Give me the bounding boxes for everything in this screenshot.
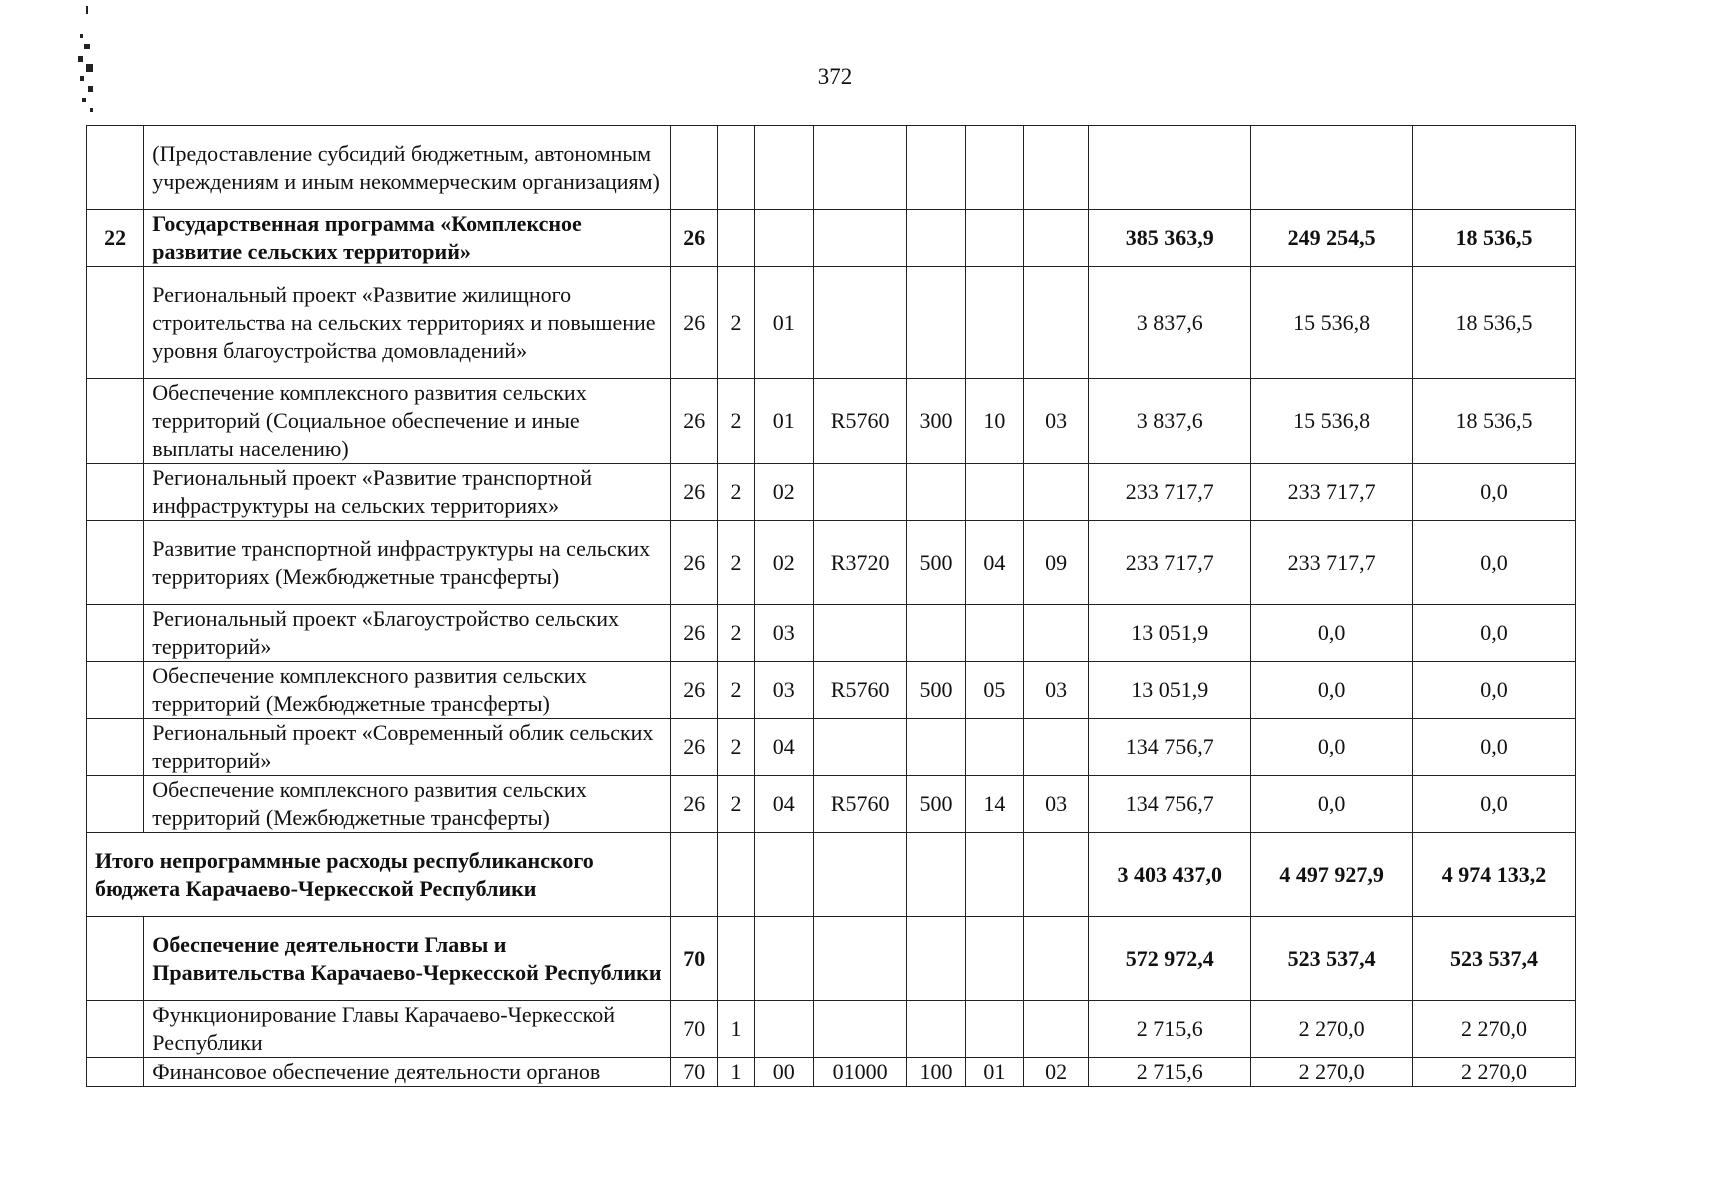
code-cell xyxy=(907,267,965,379)
code-cell: 01 xyxy=(754,379,813,464)
page-number: 372 xyxy=(817,64,853,89)
amount-cell: 15 536,8 xyxy=(1251,379,1413,464)
amount-cell: 2 715,6 xyxy=(1089,1058,1251,1087)
code-cell: 500 xyxy=(907,662,965,719)
code-cell: 03 xyxy=(1024,379,1089,464)
code-cell xyxy=(965,719,1023,776)
code-cell xyxy=(907,719,965,776)
row-name: Финансовое обеспечение деятельности органов xyxy=(144,1058,671,1087)
code-cell xyxy=(813,126,907,210)
code-cell xyxy=(1024,1001,1089,1058)
code-cell xyxy=(907,917,965,1001)
code-cell xyxy=(718,917,754,1001)
amount-cell xyxy=(1413,126,1576,210)
row-number xyxy=(87,521,144,605)
amount-cell: 2 270,0 xyxy=(1413,1001,1576,1058)
code-cell xyxy=(1024,605,1089,662)
code-cell: 2 xyxy=(718,267,754,379)
table-body xyxy=(87,126,1576,1087)
code-cell xyxy=(907,464,965,521)
code-cell xyxy=(813,1001,907,1058)
code-cell xyxy=(907,605,965,662)
code-cell: 10 xyxy=(965,379,1023,464)
amount-cell: 0,0 xyxy=(1251,662,1413,719)
row-number xyxy=(87,776,144,833)
amount-cell: 233 717,7 xyxy=(1251,464,1413,521)
code-cell xyxy=(671,126,718,210)
code-cell xyxy=(718,126,754,210)
table-row xyxy=(87,662,1576,719)
code-cell xyxy=(965,605,1023,662)
code-cell: 03 xyxy=(1024,662,1089,719)
code-cell xyxy=(813,210,907,267)
row-number xyxy=(87,379,144,464)
code-cell xyxy=(754,1001,813,1058)
code-cell xyxy=(754,917,813,1001)
code-cell xyxy=(671,833,718,917)
row-number xyxy=(87,917,144,1001)
code-cell xyxy=(907,126,965,210)
code-cell: R5760 xyxy=(813,662,907,719)
code-cell xyxy=(813,464,907,521)
amount-cell: 0,0 xyxy=(1413,521,1576,605)
code-cell: 26 xyxy=(671,605,718,662)
amount-cell: 3 403 437,0 xyxy=(1089,833,1251,917)
row-number xyxy=(87,719,144,776)
code-cell: 2 xyxy=(718,464,754,521)
code-cell: 09 xyxy=(1024,521,1089,605)
code-cell xyxy=(1024,833,1089,917)
table-row xyxy=(87,267,1576,379)
row-name: Обеспечение комплексного развития сельских территорий (Социальное обеспечение и иные выплаты населению) xyxy=(144,379,671,464)
row-name: Обеспечение комплексного развития сельских территорий (Межбюджетные трансферты) xyxy=(144,662,671,719)
code-cell: 26 xyxy=(671,379,718,464)
code-cell: 2 xyxy=(718,605,754,662)
code-cell xyxy=(965,1001,1023,1058)
row-name: Государственная программа «Комплексное развитие сельских территорий» xyxy=(144,210,671,267)
code-cell: 02 xyxy=(1024,1058,1089,1087)
amount-cell: 233 717,7 xyxy=(1251,521,1413,605)
budget-table xyxy=(86,125,1576,1087)
code-cell: 70 xyxy=(671,1001,718,1058)
code-cell: 2 xyxy=(718,662,754,719)
amount-cell xyxy=(1089,126,1251,210)
code-cell: 02 xyxy=(754,464,813,521)
table-row xyxy=(87,464,1576,521)
code-cell: R3720 xyxy=(813,521,907,605)
code-cell xyxy=(1024,464,1089,521)
amount-cell: 2 715,6 xyxy=(1089,1001,1251,1058)
code-cell: 26 xyxy=(671,464,718,521)
code-cell: 26 xyxy=(671,210,718,267)
amount-cell: 13 051,9 xyxy=(1089,605,1251,662)
code-cell: 2 xyxy=(718,521,754,605)
amount-cell: 2 270,0 xyxy=(1251,1058,1413,1087)
amount-cell: 18 536,5 xyxy=(1413,210,1576,267)
code-cell: R5760 xyxy=(813,776,907,833)
code-cell: 01 xyxy=(754,267,813,379)
amount-cell: 0,0 xyxy=(1251,605,1413,662)
table-row xyxy=(87,833,1576,917)
row-number xyxy=(87,464,144,521)
code-cell: 01000 xyxy=(813,1058,907,1087)
row-name: (Предоставление субсидий бюджетным, автономным учреждениям и иным некоммерческим организациям) xyxy=(144,126,671,210)
amount-cell: 134 756,7 xyxy=(1089,719,1251,776)
code-cell: 04 xyxy=(965,521,1023,605)
table-row xyxy=(87,776,1576,833)
row-name: Развитие транспортной инфраструктуры на сельских территориях (Межбюджетные трансферты) xyxy=(144,521,671,605)
code-cell xyxy=(1024,210,1089,267)
code-cell: 300 xyxy=(907,379,965,464)
table-row xyxy=(87,719,1576,776)
code-cell xyxy=(965,126,1023,210)
row-name: Региональный проект «Развитие транспортной инфраструктуры на сельских территориях» xyxy=(144,464,671,521)
code-cell xyxy=(754,833,813,917)
code-cell: 01 xyxy=(965,1058,1023,1087)
row-name: Обеспечение комплексного развития сельских территорий (Межбюджетные трансферты) xyxy=(144,776,671,833)
code-cell: 2 xyxy=(718,379,754,464)
code-cell: 26 xyxy=(671,267,718,379)
code-cell: R5760 xyxy=(813,379,907,464)
table-row xyxy=(87,521,1576,605)
code-cell: 500 xyxy=(907,776,965,833)
code-cell: 03 xyxy=(1024,776,1089,833)
code-cell xyxy=(965,210,1023,267)
code-cell: 70 xyxy=(671,1058,718,1087)
amount-cell: 15 536,8 xyxy=(1251,267,1413,379)
row-number xyxy=(87,267,144,379)
amount-cell: 13 051,9 xyxy=(1089,662,1251,719)
table-row xyxy=(87,1001,1576,1058)
code-cell: 26 xyxy=(671,776,718,833)
code-cell xyxy=(813,917,907,1001)
row-name: Функционирование Главы Карачаево-Черкесской Республики xyxy=(144,1001,671,1058)
code-cell xyxy=(1024,267,1089,379)
amount-cell: 249 254,5 xyxy=(1251,210,1413,267)
code-cell: 14 xyxy=(965,776,1023,833)
code-cell: 500 xyxy=(907,521,965,605)
amount-cell: 0,0 xyxy=(1413,662,1576,719)
amount-cell: 0,0 xyxy=(1251,719,1413,776)
code-cell: 04 xyxy=(754,776,813,833)
code-cell: 00 xyxy=(754,1058,813,1087)
code-cell xyxy=(1024,126,1089,210)
amount-cell: 4 497 927,9 xyxy=(1251,833,1413,917)
amount-cell: 134 756,7 xyxy=(1089,776,1251,833)
code-cell xyxy=(718,210,754,267)
row-name: Региональный проект «Современный облик сельских территорий» xyxy=(144,719,671,776)
amount-cell: 233 717,7 xyxy=(1089,464,1251,521)
code-cell xyxy=(813,267,907,379)
code-cell xyxy=(754,126,813,210)
row-number xyxy=(87,1001,144,1058)
code-cell xyxy=(965,917,1023,1001)
row-number: 22 xyxy=(87,210,144,267)
row-name: Итого непрограммные расходы республиканского бюджета Карачаево-Черкесской Республики xyxy=(87,833,671,917)
code-cell: 70 xyxy=(671,917,718,1001)
row-number xyxy=(87,662,144,719)
amount-cell: 4 974 133,2 xyxy=(1413,833,1576,917)
row-number xyxy=(87,1058,144,1087)
amount-cell: 572 972,4 xyxy=(1089,917,1251,1001)
code-cell: 03 xyxy=(754,605,813,662)
code-cell: 02 xyxy=(754,521,813,605)
code-cell xyxy=(965,267,1023,379)
amount-cell: 2 270,0 xyxy=(1413,1058,1576,1087)
code-cell: 26 xyxy=(671,719,718,776)
amount-cell: 2 270,0 xyxy=(1251,1001,1413,1058)
code-cell xyxy=(965,464,1023,521)
row-name: Обеспечение деятельности Главы и Правительства Карачаево-Черкесской Республики xyxy=(144,917,671,1001)
amount-cell: 18 536,5 xyxy=(1413,379,1576,464)
row-name: Региональный проект «Развитие жилищного строительства на сельских территориях и повышение уровня благоустройства домовладений» xyxy=(144,267,671,379)
amount-cell: 233 717,7 xyxy=(1089,521,1251,605)
scan-artifact xyxy=(68,4,108,134)
amount-cell: 0,0 xyxy=(1413,464,1576,521)
code-cell xyxy=(1024,917,1089,1001)
amount-cell xyxy=(1251,126,1413,210)
table-row xyxy=(87,126,1576,210)
amount-cell: 0,0 xyxy=(1413,719,1576,776)
code-cell xyxy=(718,833,754,917)
code-cell xyxy=(813,833,907,917)
table-row xyxy=(87,210,1576,267)
amount-cell: 3 837,6 xyxy=(1089,379,1251,464)
amount-cell: 523 537,4 xyxy=(1413,917,1576,1001)
code-cell xyxy=(907,833,965,917)
code-cell xyxy=(965,833,1023,917)
amount-cell: 18 536,5 xyxy=(1413,267,1576,379)
table-row xyxy=(87,605,1576,662)
code-cell: 26 xyxy=(671,662,718,719)
code-cell: 03 xyxy=(754,662,813,719)
amount-cell: 0,0 xyxy=(1413,776,1576,833)
amount-cell: 0,0 xyxy=(1251,776,1413,833)
code-cell xyxy=(813,605,907,662)
amount-cell: 3 837,6 xyxy=(1089,267,1251,379)
code-cell xyxy=(1024,719,1089,776)
code-cell: 2 xyxy=(718,776,754,833)
code-cell: 26 xyxy=(671,521,718,605)
row-number xyxy=(87,605,144,662)
code-cell: 04 xyxy=(754,719,813,776)
code-cell xyxy=(813,719,907,776)
table-row xyxy=(87,379,1576,464)
code-cell: 2 xyxy=(718,719,754,776)
table-row xyxy=(87,917,1576,1001)
amount-cell: 385 363,9 xyxy=(1089,210,1251,267)
amount-cell: 0,0 xyxy=(1413,605,1576,662)
row-name: Региональный проект «Благоустройство сельских территорий» xyxy=(144,605,671,662)
code-cell xyxy=(754,210,813,267)
table-row xyxy=(87,1058,1576,1087)
amount-cell: 523 537,4 xyxy=(1251,917,1413,1001)
code-cell xyxy=(907,1001,965,1058)
code-cell: 1 xyxy=(718,1001,754,1058)
code-cell: 100 xyxy=(907,1058,965,1087)
row-number xyxy=(87,126,144,210)
code-cell xyxy=(907,210,965,267)
code-cell: 05 xyxy=(965,662,1023,719)
code-cell: 1 xyxy=(718,1058,754,1087)
